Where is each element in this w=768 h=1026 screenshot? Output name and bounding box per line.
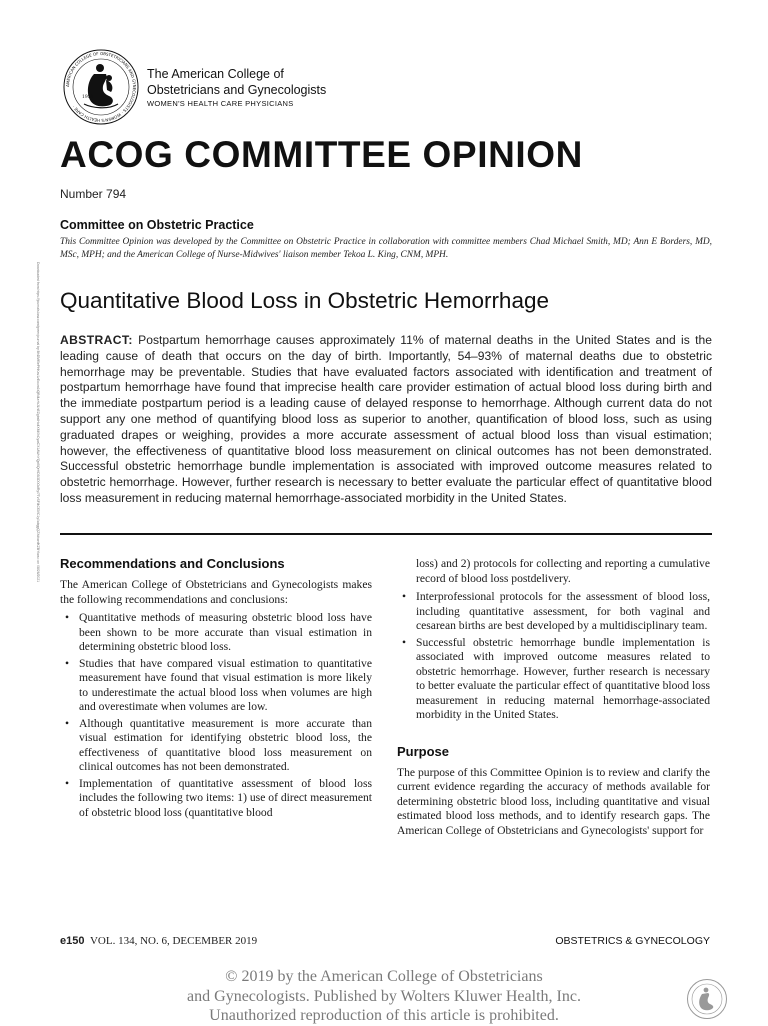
list-item: • Interprofessional protocols for the assessment of blood loss, including quantitative assessment, for both vaginal and cesarean births are best developed by a multidisciplinary team. bbox=[402, 590, 710, 632]
recommendations-intro: The American College of Obstetricians and Gynecologists makes the following recommendations and conclusions: bbox=[60, 578, 372, 606]
right-column bbox=[397, 557, 710, 838]
list-item: • Implementation of quantitative assessment of blood loss includes the following two items: 1) use of direct measurement of obstetric blood loss (quantitative blood bbox=[65, 776, 372, 819]
list-item: • Quantitative methods of measuring obstetric blood loss have been shown to be more accurate than visual estimation in determining obstetric blood loss. bbox=[65, 611, 372, 653]
org-tagline: WOMEN'S HEALTH CARE PHYSICIANS bbox=[147, 99, 294, 108]
org-name-line1: The American College of bbox=[147, 67, 284, 81]
recommendations-list bbox=[60, 611, 372, 820]
copyright-line3: Unauthorized reproduction of this article is prohibited. bbox=[209, 1007, 559, 1024]
author-credit: This Committee Opinion was developed by the Committee on Obstetric Practice in collaboration with committee members Chad Michael Smith, MD; Ann E Borders, MD, MSc, MPH; and the American College of Nurse-Midwives' liaison member Tekoa L. King, CNM, MPH. bbox=[60, 237, 712, 260]
page-number: e150 bbox=[60, 935, 85, 947]
publisher-seal-icon bbox=[686, 978, 728, 1020]
org-name-line2: Obstetricians and Gynecologists bbox=[147, 83, 327, 97]
volume-info: VOL. 134, NO. 6, DECEMBER 2019 bbox=[89, 935, 258, 947]
opinion-number: Number 794 bbox=[60, 187, 127, 201]
recommendations-list-continued bbox=[397, 590, 710, 723]
section-divider bbox=[60, 533, 712, 535]
list-item: • Successful obstetric hemorrhage bundle implementation is associated with improved outcome measures related to obstetric hemorrhage. However, further research is necessary to better evaluate the particular effect of quantitative blood loss measurement in reducing maternal hemorrhage-associated morbidity in the United States. bbox=[402, 635, 710, 721]
download-watermark-text: Downloaded from https://journals.lww.com/greenjournal by BhDMf5ePHKav1zEoum1tQfN4a+kJLhEZgbsIHo4XMi0hCywCX1AWnYQp/IlQrHD3i3D0OdRyi7TvSFl4Cf3VC1y0abggQZXdtwnfKZBYtws= on 08/26/2021 bbox=[36, 262, 40, 583]
purpose-text: The purpose of this Committee Opinion is to review and clarify the current evidence regarding the accuracy of methods available for determining obstetric blood loss, including quantitative and visual estimated blood loss methods, and to identify research gaps. The American College of Obstetricians and Gynecologists' support for bbox=[397, 765, 710, 837]
series-title: ACOG COMMITTEE OPINION bbox=[60, 134, 583, 175]
journal-name: OBSTETRICS & GYNECOLOGY bbox=[555, 935, 710, 947]
abstract-label: ABSTRACT: bbox=[60, 333, 133, 347]
download-watermark bbox=[31, 262, 41, 762]
copyright-line1: © 2019 by the American College of Obstetricians bbox=[225, 968, 543, 985]
copyright-line2: and Gynecologists. Published by Wolters Kluwer Health, Inc. bbox=[187, 988, 581, 1005]
purpose-heading: Purpose bbox=[397, 743, 450, 759]
list-item-continued: loss) and 2) protocols for collecting and reporting a cumulative record of blood loss postdelivery. bbox=[416, 557, 710, 585]
svg-text:AMERICAN COLLEGE OF OBSTETRICI: AMERICAN COLLEGE OF OBSTETRICIANS AND GYNECOLOGISTS · WOMEN'S HEALTH CARE · bbox=[64, 50, 138, 124]
committee-name: Committee on Obstetric Practice bbox=[60, 218, 254, 232]
acog-seal-logo bbox=[62, 48, 140, 126]
recommendations-heading: Recommendations and Conclusions bbox=[60, 556, 285, 571]
list-item: • Although quantitative measurement is more accurate than visual estimation for identifying obstetric blood loss, the effectiveness of quantitative blood loss measurement on clinical outcomes has not been demonstrated. bbox=[65, 716, 372, 773]
abstract bbox=[60, 333, 712, 507]
page-footer-left bbox=[60, 935, 257, 947]
list-item: • Studies that have compared visual estimation to quantitative measurement have found that visual estimation is more likely to underestimate the actual blood loss when volumes are high and overestimate when volumes are low. bbox=[65, 656, 372, 713]
abstract-text: Postpartum hemorrhage causes approximately 11% of maternal deaths in the United States and is the leading cause of death that occurs on the day of birth. Importantly, 54–93% of maternal deaths due to obstetric hemorrhage may be preventable. Studies that have evaluated factors associated with identification and treatment of postpartum hemorrhage have found that imprecise health care provider estimation of actual blood loss during birth and the immediate postpartum period is a leading cause of delayed response to hemorrhage. Although current data do not support any one method of quantifying blood loss as superior to another, quantification of blood loss, such as using graduated drapes or weighing, provides a more accurate assessment of actual blood loss than visual estimation; however, the effectiveness of quantitative blood loss measurement on clinical outcomes has not been demonstrated. Successful obstetric hemorrhage bundle implementation is associated with improved outcome measures related to obstetric hemorrhage. However, further research is necessary to better evaluate the particular effect of quantitative blood loss measurement in reducing maternal hemorrhage-associated morbidity in the United States. bbox=[60, 333, 712, 505]
article-title: Quantitative Blood Loss in Obstetric Hemorrhage bbox=[60, 288, 549, 313]
left-column bbox=[60, 556, 372, 822]
seal-year: 1951 bbox=[82, 95, 94, 100]
